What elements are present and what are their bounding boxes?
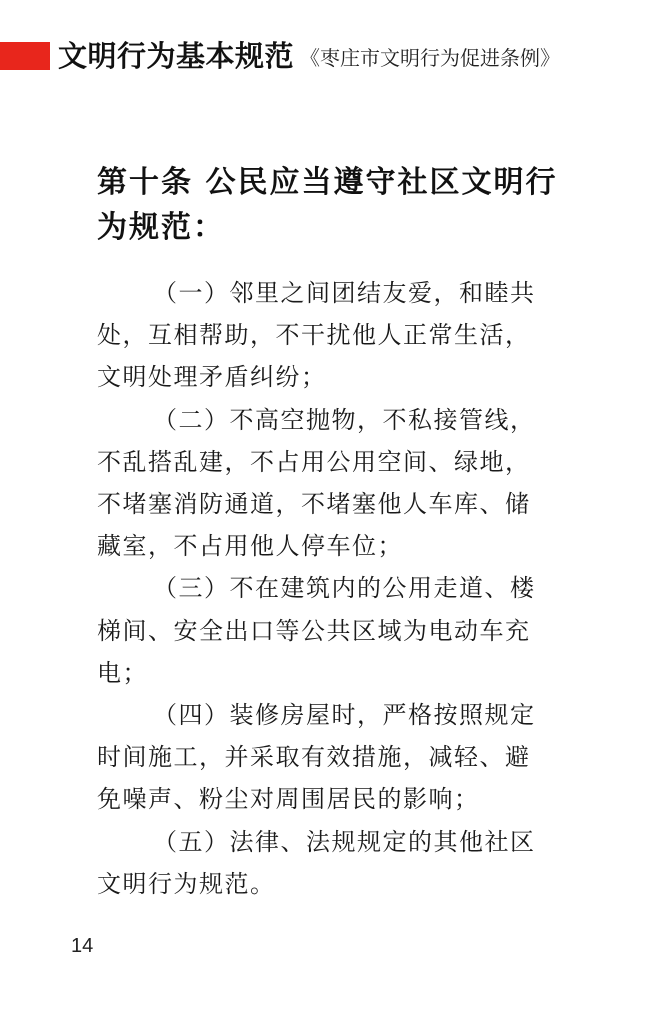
article-item-5: （五）法律、法规规定的其他社区文明行为规范。 bbox=[97, 827, 536, 898]
page-number: 14 bbox=[71, 935, 94, 957]
article-item-1: （一）邻里之间团结友爱，和睦共处，互相帮助，不干扰他人正常生活，文明处理矛盾纠纷； bbox=[97, 279, 536, 392]
article-item-3: （三）不在建筑内的公用走道、楼梯间、安全出口等公共区域为电动车充电； bbox=[97, 574, 536, 687]
header-accent-bar bbox=[0, 42, 50, 70]
article-item-2: （二）不高空抛物，不私接管线，不乱搭乱建，不占用公用空间、绿地，不堵塞消防通道，不堵塞他人车库、储藏室，不占用他人停车位； bbox=[97, 405, 536, 561]
article-item-4: （四）装修房屋时，严格按照规定时间施工，并采取有效措施，减轻、避免噪声、粉尘对周围居民的影响； bbox=[97, 701, 536, 814]
header-subtitle: 《枣庄市文明行为促进条例》 bbox=[300, 46, 560, 70]
page-header bbox=[0, 34, 648, 78]
article-title: 第十条 公民应当遵守社区文明行为规范： bbox=[97, 165, 558, 245]
header-title: 文明行为基本规范 bbox=[58, 39, 295, 73]
article-body bbox=[97, 272, 555, 905]
